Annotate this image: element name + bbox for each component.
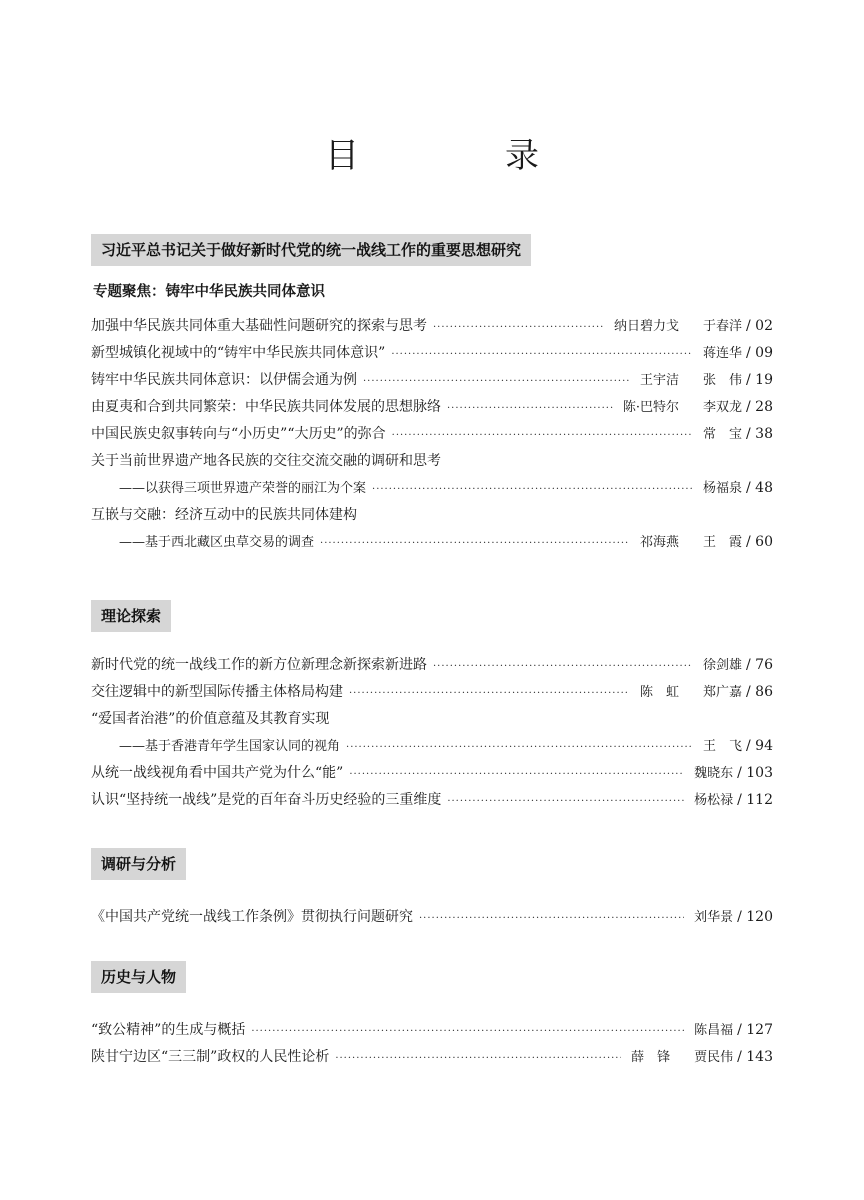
entry-author: 魏晓东: [694, 766, 734, 781]
entry-author: 于春洋: [703, 319, 743, 334]
entry-subtitle: ——以获得三项世界遗产荣誉的丽江为个案: [119, 481, 367, 496]
entry-author: 王 霞: [703, 535, 743, 550]
dot-leader: [372, 476, 693, 503]
entry-title: 认识“坚持统一战线”是党的百年奋斗历史经验的三重维度: [91, 792, 442, 808]
section-0: [91, 234, 773, 556]
dot-leader: [433, 314, 604, 341]
dot-leader: [392, 422, 693, 449]
entry-author: 陈·巴特尔: [622, 400, 679, 415]
toc-entry[interactable]: [91, 502, 773, 556]
entry-author: 张 伟: [703, 373, 743, 388]
dot-leader: [251, 1018, 684, 1045]
entry-title: “爱国者治港”的价值意蕴及其教育实现: [91, 711, 330, 727]
dot-leader: [349, 761, 684, 788]
toc-entry[interactable]: [91, 313, 773, 340]
toc-entry[interactable]: [91, 394, 773, 421]
entry-page: / 86: [746, 684, 773, 700]
entry-author: 王宇洁: [639, 373, 679, 388]
entry-title: 互嵌与交融：经济互动中的民族共同体建构: [91, 507, 357, 523]
toc-entry[interactable]: [91, 679, 773, 706]
entry-page: / 127: [737, 1022, 773, 1038]
dot-leader: [346, 734, 693, 761]
entry-page: / 143: [737, 1049, 773, 1065]
entry-title: “致公精神”的生成与概括: [91, 1022, 246, 1038]
entry-page: / 38: [746, 426, 773, 442]
entry-page: / 48: [746, 480, 773, 496]
entry-title: 加强中华民族共同体重大基础性问题研究的探索与思考: [91, 318, 427, 334]
entry-title: 中国民族史叙事转向与“小历史”“大历史”的弥合: [91, 426, 386, 442]
toc-entry[interactable]: [91, 1017, 773, 1044]
toc-entry[interactable]: [91, 367, 773, 394]
entry-page: / 112: [737, 792, 773, 808]
toc-entry[interactable]: [91, 706, 773, 760]
toc-entry[interactable]: [91, 787, 773, 814]
entry-author: 杨福泉: [703, 481, 743, 496]
dot-leader: [433, 653, 693, 680]
toc-entry[interactable]: [91, 421, 773, 448]
dot-leader: [391, 341, 693, 368]
entry-author: 王 飞: [703, 739, 743, 754]
entry-page: / 103: [737, 765, 773, 781]
entry-subtitle: ——基于香港青年学生国家认同的视角: [119, 739, 341, 754]
entry-page: / 60: [746, 534, 773, 550]
dot-leader: [447, 788, 684, 815]
entry-page: / 28: [746, 399, 773, 415]
entry-title: 陕甘宁边区“三三制”政权的人民性论析: [91, 1049, 330, 1065]
dot-leader: [447, 395, 613, 422]
entry-author: 纳日碧力戈: [613, 319, 679, 334]
entry-page: / 09: [746, 345, 773, 361]
entry-author: 蒋连华: [703, 346, 743, 361]
section-heading: 调研与分析: [91, 848, 186, 880]
toc-entry[interactable]: [91, 448, 773, 502]
entry-author: 李双龙: [703, 400, 743, 415]
section-heading: 习近平总书记关于做好新时代党的统一战线工作的重要思想研究: [91, 234, 531, 266]
section-1: [91, 600, 773, 814]
entry-title: 从统一战线视角看中国共产党为什么“能”: [91, 765, 344, 781]
section-heading: 历史与人物: [91, 961, 186, 993]
entry-author: 祁海燕: [639, 535, 679, 550]
dot-leader: [349, 680, 630, 707]
toc-entry[interactable]: [91, 760, 773, 787]
entry-author: 陈 虹: [639, 685, 679, 700]
entry-subtitle: ——基于西北藏区虫草交易的调查: [119, 535, 315, 550]
section-3: [91, 961, 773, 1071]
dot-leader: [363, 368, 630, 395]
entry-page: / 120: [737, 909, 773, 925]
entry-title: 由夏夷和合到共同繁荣：中华民族共同体发展的思想脉络: [91, 399, 441, 415]
entry-title: 交往逻辑中的新型国际传播主体格局构建: [91, 684, 343, 700]
entry-author: 郑广嘉: [703, 685, 743, 700]
entry-author: 薛 锋: [631, 1050, 671, 1065]
entry-page: / 02: [746, 318, 773, 334]
entry-page: / 19: [746, 372, 773, 388]
subsection-heading: 专题聚焦：铸牢中华民族共同体意识: [93, 284, 325, 300]
dot-leader: [419, 905, 684, 932]
dot-leader: [335, 1045, 621, 1072]
toc-entry[interactable]: [91, 652, 773, 679]
entry-title: 关于当前世界遗产地各民族的交往交流交融的调研和思考: [91, 453, 441, 469]
toc-entry[interactable]: [91, 1044, 773, 1071]
dot-leader: [320, 530, 630, 557]
entry-author: 徐剑雄: [703, 658, 743, 673]
entry-author: 贾民伟: [694, 1050, 734, 1065]
section-2: [91, 848, 773, 931]
page-title: 目 录: [325, 136, 595, 176]
entry-page: / 94: [746, 738, 773, 754]
entry-title: 新时代党的统一战线工作的新方位新理念新探索新进路: [91, 657, 427, 673]
entry-title: 新型城镇化视域中的“铸牢中华民族共同体意识”: [91, 345, 386, 361]
entry-author: 刘华景: [694, 910, 734, 925]
toc-entry[interactable]: [91, 904, 773, 931]
entry-title: 《中国共产党统一战线工作条例》贯彻执行问题研究: [91, 909, 413, 925]
section-heading: 理论探索: [91, 600, 171, 632]
entry-title: 铸牢中华民族共同体意识：以伊儒会通为例: [91, 372, 357, 388]
entry-author: 常 宝: [703, 427, 743, 442]
entry-page: / 76: [746, 657, 773, 673]
toc-entry[interactable]: [91, 340, 773, 367]
entry-author: 杨松禄: [694, 793, 734, 808]
entry-author: 陈昌福: [694, 1023, 734, 1038]
